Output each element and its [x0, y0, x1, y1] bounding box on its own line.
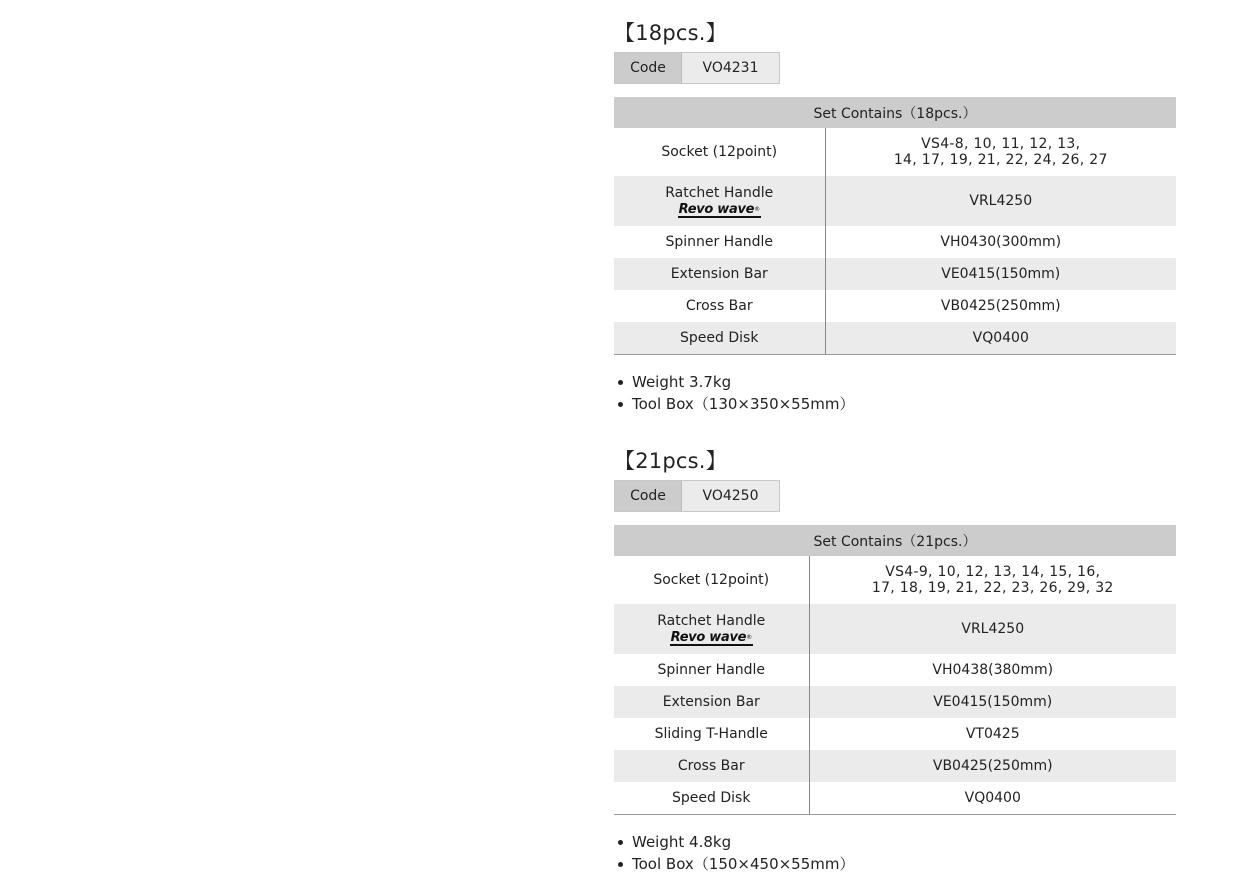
item-value: VH0430(300mm): [940, 234, 1062, 250]
item-name: Extension Bar: [614, 258, 825, 290]
table-row: [614, 654, 1176, 686]
code-label: Code: [615, 481, 682, 511]
code-box: [614, 480, 780, 512]
table-row: [614, 556, 1176, 604]
item-value: VRL4250: [809, 604, 1176, 654]
item-value: VRL4250: [825, 176, 1176, 226]
set-title: 【18pcs.】: [614, 21, 727, 45]
set-contents-table: [614, 525, 1176, 815]
item-name: Speed Disk: [614, 782, 809, 814]
table-row: [614, 718, 1176, 750]
table-row: [614, 258, 1176, 290]
item-value: VQ0400: [809, 782, 1176, 814]
set-18pcs: [614, 18, 1176, 418]
item-name: Cross Bar: [614, 290, 825, 322]
item-value: VH0438(380mm): [932, 662, 1054, 678]
spec-list: [614, 831, 855, 875]
item-value: VE0415(150mm): [825, 258, 1176, 290]
item-value-line: VS4-9, 10, 12, 13, 14, 15, 16,: [885, 564, 1101, 580]
code-label: Code: [615, 53, 682, 83]
item-value: VB0425(250mm): [809, 750, 1176, 782]
set-contents-table: [614, 97, 1176, 355]
table-row: [614, 604, 1176, 654]
table-row: [614, 686, 1176, 718]
item-name: Socket (12point): [614, 556, 809, 604]
item-name: Spinner Handle: [614, 654, 809, 686]
item-value-line: 17, 18, 19, 21, 22, 23, 26, 29, 32: [871, 580, 1114, 596]
revowave-logo: Revo wave®: [670, 629, 752, 645]
item-name: Ratchet Handle: [665, 184, 774, 201]
item-value: VQ0400: [825, 322, 1176, 354]
logo-text: Revo wave: [670, 629, 747, 645]
table-header: Set Contains（21pcs.）: [614, 525, 1176, 556]
logo-text: Revo wave: [678, 201, 755, 217]
code-box: [614, 52, 780, 84]
code-value: VO4250: [682, 481, 779, 511]
spec-weight: Weight 4.8kg: [614, 831, 855, 853]
item-value: [809, 556, 1176, 604]
set-title: 【21pcs.】: [614, 449, 727, 473]
item-name-cell: [614, 604, 809, 654]
spec-toolbox: Tool Box（150×450×55mm）: [614, 853, 855, 875]
table-row: [614, 128, 1176, 176]
table-row: [614, 322, 1176, 354]
table-row: [614, 176, 1176, 226]
item-name: Sliding T-Handle: [614, 718, 809, 750]
item-value: VT0425: [965, 726, 1020, 742]
table-row: [614, 750, 1176, 782]
item-value: [825, 128, 1176, 176]
item-name: Socket (12point): [614, 128, 825, 176]
item-value-line: VS4-8, 10, 11, 12, 13,: [921, 136, 1081, 152]
item-value-line: 14, 17, 19, 21, 22, 24, 26, 27: [893, 152, 1108, 168]
item-name: Speed Disk: [614, 322, 825, 354]
table-header: Set Contains（18pcs.）: [614, 97, 1176, 128]
table-row: [614, 290, 1176, 322]
spec-list: [614, 371, 855, 415]
revowave-logo: Revo wave®: [678, 201, 760, 217]
code-value: VO4231: [682, 53, 779, 83]
item-name: Spinner Handle: [614, 226, 825, 258]
item-name: Ratchet Handle: [657, 612, 766, 629]
spec-weight: Weight 3.7kg: [614, 371, 855, 393]
item-value: VB0425(250mm): [940, 298, 1061, 314]
item-name: Cross Bar: [614, 750, 809, 782]
item-name-cell: [614, 176, 825, 226]
item-value: VE0415(150mm): [809, 686, 1176, 718]
table-row: [614, 782, 1176, 814]
table-row: [614, 226, 1176, 258]
set-21pcs: [614, 446, 1176, 876]
spec-toolbox: Tool Box（130×350×55mm）: [614, 393, 855, 415]
item-name: Extension Bar: [614, 686, 809, 718]
